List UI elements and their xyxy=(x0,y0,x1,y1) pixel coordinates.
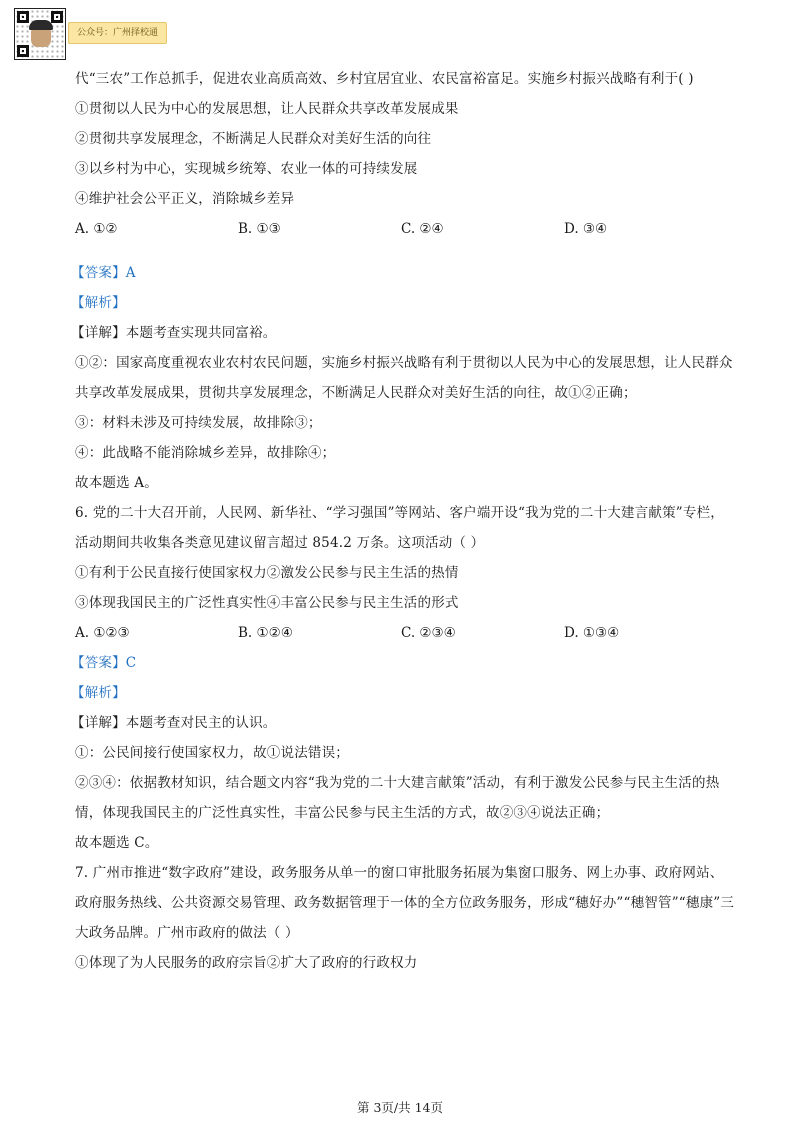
q5-stem-tail: 代“三农”工作总抓手，促进农业高质高效、乡村宜居宜业、农民富裕富足。实施乡村振兴战略有利于( ) xyxy=(75,71,694,87)
q6-answer: 【答案】C xyxy=(71,655,137,671)
q6-analysis-label: 【解析】 xyxy=(71,685,126,701)
document-body xyxy=(71,64,735,978)
q5-answer: 【答案】A xyxy=(71,265,136,281)
q5-option-a: A. ①② xyxy=(75,221,118,237)
q6-statements-1: ①有利于公民直接行使国家权力②激发公民参与民主生活的热情 xyxy=(75,565,459,581)
qr-finder-top-right xyxy=(51,11,63,23)
q7-statements-1: ①体现了为人民服务的政府宗旨②扩大了政府的行政权力 xyxy=(75,955,418,971)
brand-tag: 公众号：广州择校通 xyxy=(68,22,167,44)
q5-statement-1: ①贯彻以人民为中心的发展思想，让人民群众共享改革发展成果 xyxy=(75,101,459,117)
q5-analysis-label: 【解析】 xyxy=(71,295,126,311)
q6-option-a: A. ①②③ xyxy=(75,625,130,641)
q6-stem: 6. 党的二十大召开前，人民网、新华社、“学习强国”等网站、客户端开设“我为党的二十大建言献策”专栏，活动期间共收集各类意见建议留言超过 854.2 万条。这项活动（ ） xyxy=(75,505,724,551)
q6-explanation-1: ①：公民间接行使国家权力，故①说法错误； xyxy=(75,745,349,761)
q7-stem: 7. 广州市推进“数字政府”建设，政务服务从单一的窗口审批服务拓展为集窗口服务、网上办事、政府网站、政府服务热线、公共资源交易管理、政务数据管理于一体的全方位政务服务，形成“穗好办”“穗智管”“穗康”三大政务品牌。广州市政府的做法（ ） xyxy=(75,865,735,941)
q5-statement-2: ②贯彻共享发展理念，不断满足人民群众对美好生活的向往 xyxy=(75,131,432,147)
q5-statement-4: ④维护社会公平正义，消除城乡差异 xyxy=(75,191,295,207)
q6-statements-2: ③体现我国民主的广泛性真实性④丰富公民参与民主生活的形式 xyxy=(75,595,459,611)
qr-center-avatar xyxy=(31,23,51,47)
qr-finder-top-left xyxy=(17,11,29,23)
q6-option-b: B. ①②④ xyxy=(238,625,293,641)
q5-detail: 【详解】本题考查实现共同富裕。 xyxy=(71,325,277,341)
q5-explanation-3: ④：此战略不能消除城乡差异，故排除④； xyxy=(75,445,336,461)
q5-options xyxy=(75,214,735,244)
q5-conclusion: 故本题选 A。 xyxy=(75,475,158,491)
qr-code-image xyxy=(14,8,66,60)
q6-explanation-2: ②③④：依据教材知识，结合题文内容“我为党的二十大建言献策”活动，有利于激发公民参与民主生活的热情，体现我国民主的广泛性真实性，丰富公民参与民主生活的方式，故②③④说法正确； xyxy=(75,775,720,821)
q6-detail: 【详解】本题考查对民主的认识。 xyxy=(71,715,277,731)
q5-option-d: D. ③④ xyxy=(564,221,608,237)
page-number: 第 3页/共 14页 xyxy=(356,1100,444,1115)
q5-explanation-1: ①②：国家高度重视农业农村农民问题，实施乡村振兴战略有利于贯彻以人民为中心的发展思想，让人民群众共享改革发展成果，贯彻共享发展理念，不断满足人民群众对美好生活的向往，故①②正确； xyxy=(75,355,733,401)
q5-statement-3: ③以乡村为中心，实现城乡统筹、农业一体的可持续发展 xyxy=(75,161,418,177)
q6-options xyxy=(75,618,735,648)
qr-finder-bottom-left xyxy=(17,45,29,57)
q6-option-d: D. ①③④ xyxy=(564,625,620,641)
q5-option-b: B. ①③ xyxy=(238,221,281,237)
q5-explanation-2: ③：材料未涉及可持续发展，故排除③； xyxy=(75,415,322,431)
q5-option-c: C. ②④ xyxy=(401,221,444,237)
q6-conclusion: 故本题选 C。 xyxy=(75,835,159,851)
q6-option-c: C. ②③④ xyxy=(401,625,456,641)
